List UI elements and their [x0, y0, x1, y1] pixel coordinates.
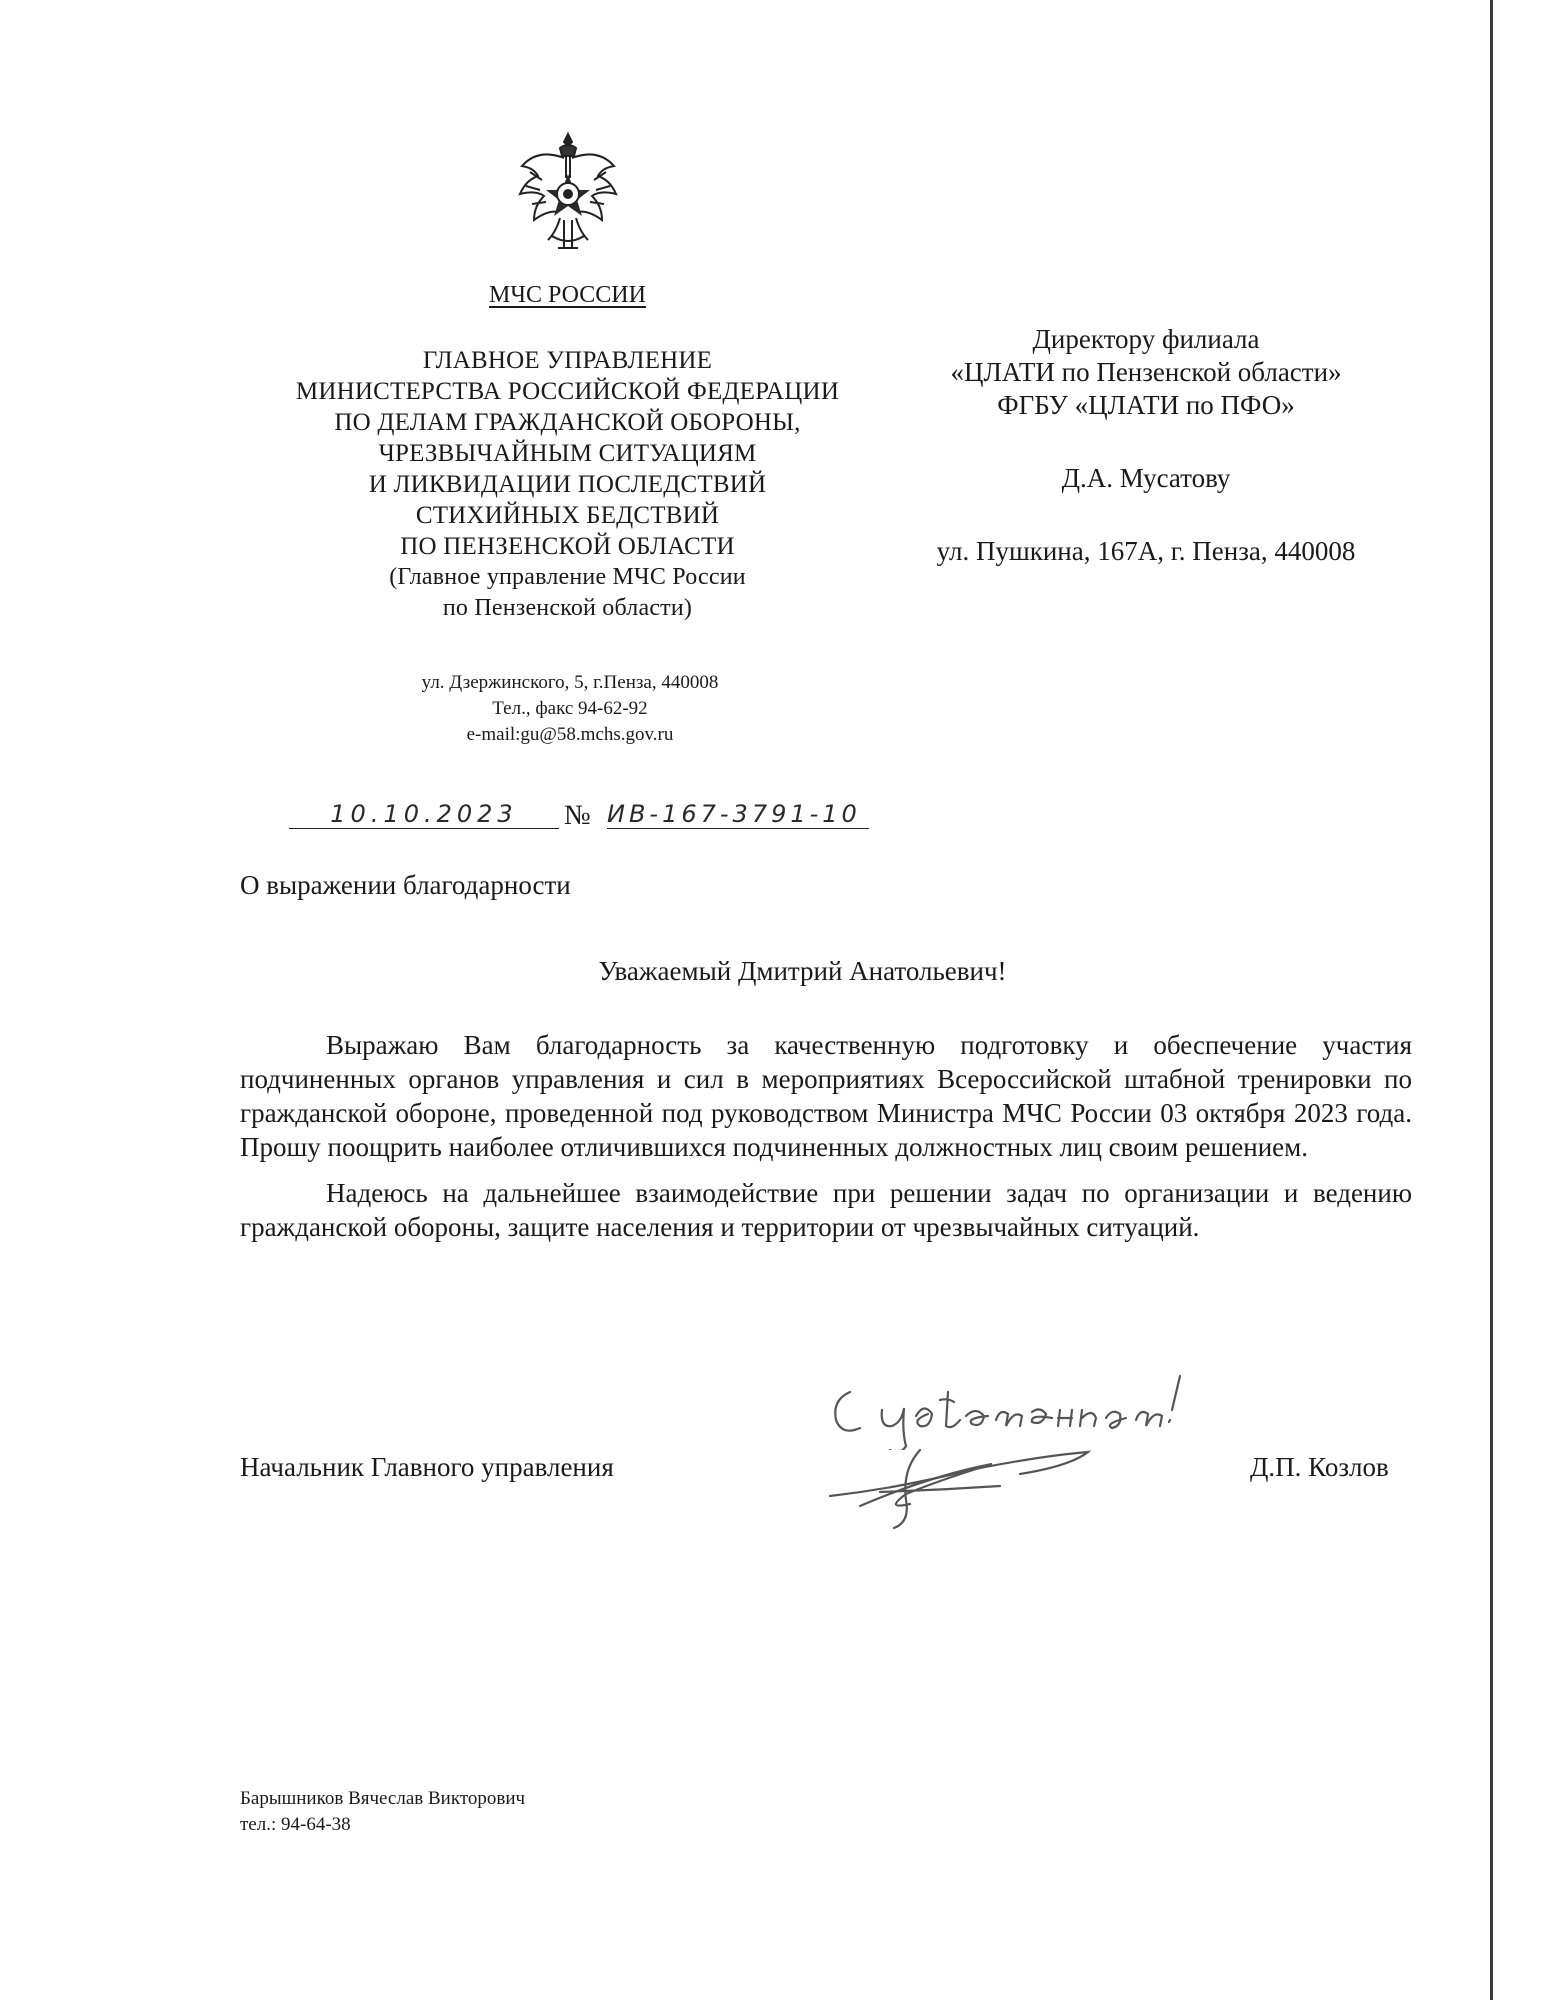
sender-abbrev-line: по Пензенской области): [442, 595, 693, 621]
sender-abbrev-line: (Главное управление МЧС России: [389, 564, 746, 590]
sender-name-line: ПО ПЕНЗЕНСКОЙ ОБЛАСТИ: [400, 533, 735, 560]
sender-address: ул. Дзержинского, 5, г.Пенза, 440008: [421, 672, 719, 693]
handwritten-signature: [820, 1440, 1120, 1530]
handwritten-closing: [820, 1370, 1240, 1450]
sender-contacts: [340, 670, 800, 748]
recipient-block: [886, 323, 1406, 568]
recipient-name: Д.А. Мусатову: [1061, 463, 1231, 493]
sender-short-name: МЧС РОССИИ: [489, 282, 646, 308]
sender-name-line: ЧРЕЗВЫЧАЙНЫМ СИТУАЦИЯМ: [378, 440, 757, 467]
recipient-title-line: Директору филиала: [1032, 324, 1260, 354]
salutation: Уважаемый Дмитрий Анатольевич!: [598, 956, 1007, 986]
sender-name-line: СТИХИЙНЫХ БЕДСТВИЙ: [415, 502, 720, 529]
registration-date: 10.10.2023: [289, 800, 559, 829]
recipient-title-line: ФГБУ «ЦЛАТИ по ПФО»: [997, 390, 1295, 420]
sender-name-line: МИНИСТЕРСТВА РОССИЙСКОЙ ФЕДЕРАЦИИ: [295, 378, 840, 405]
body-paragraph: Выражаю Вам благодарность за качественную подготовку и обеспечение участия подчиненных органов управления и сил в мероприятиях Всероссийской штабной тренировки по гражданской обороне, проведенной под руководством Министра МЧС России 03 октября 2023 года. Прошу поощрить наиболее отличившихся подчиненных должностных лиц своим решением.: [240, 1030, 1412, 1162]
mchs-emblem-icon: [508, 128, 628, 260]
executor-block: [240, 1786, 525, 1838]
letter-body: [240, 1028, 1412, 1244]
sender-name-line: ПО ДЕЛАМ ГРАЖДАНСКОЙ ОБОРОНЫ,: [334, 409, 801, 436]
sender-name-line: И ЛИКВИДАЦИИ ПОСЛЕДСТВИЙ: [368, 471, 767, 498]
number-sign: №: [564, 800, 591, 831]
registration-number: ИВ-167-3791-10: [607, 800, 869, 829]
sender-name-line: ГЛАВНОЕ УПРАВЛЕНИЕ: [422, 347, 713, 374]
signer-title: Начальник Главного управления: [240, 1452, 614, 1482]
sender-phone: Тел., факс 94-62-92: [492, 698, 648, 719]
sender-email: e-mail:gu@58.mchs.gov.ru: [466, 724, 674, 745]
sender-organization-block: [240, 282, 895, 624]
recipient-address: ул. Пушкина, 167А, г. Пенза, 440008: [936, 536, 1356, 566]
scan-edge-line: [1490, 0, 1493, 2000]
body-paragraph: Надеюсь на дальнейшее взаимодействие при решении задач по организации и ведению гражданской обороны, защите населения и территории от чрезвычайных ситуаций.: [240, 1178, 1412, 1242]
executor-name: Барышников Вячеслав Викторович: [240, 1788, 526, 1809]
executor-phone: тел.: 94-64-38: [240, 1814, 351, 1835]
recipient-title-line: «ЦЛАТИ по Пензенской области»: [950, 357, 1342, 387]
letter-subject: О выражении благодарности: [240, 870, 571, 900]
registration-line: [289, 800, 869, 836]
signer-name: Д.П. Козлов: [1250, 1452, 1389, 1482]
